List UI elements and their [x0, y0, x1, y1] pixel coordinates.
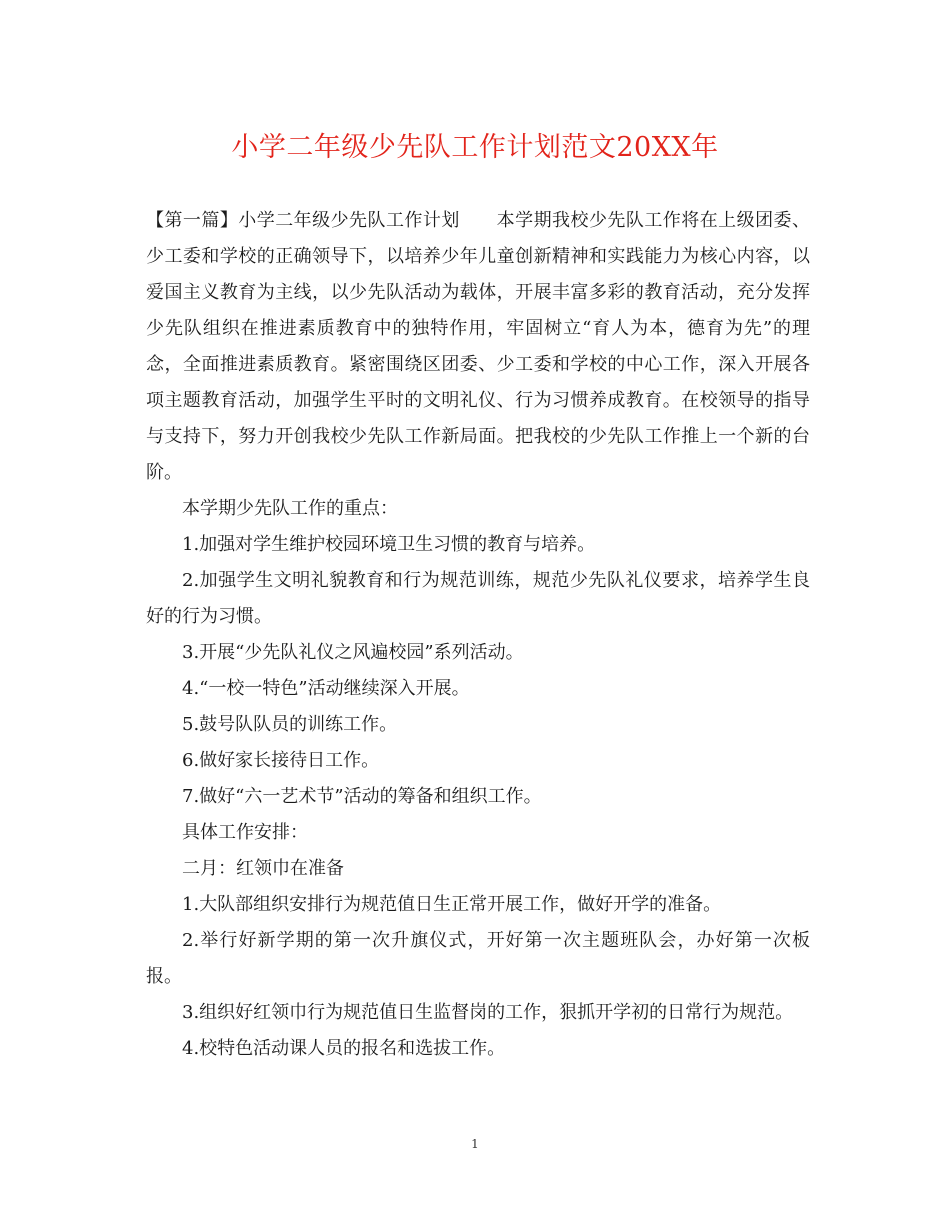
focus-item-1: 1.加强对学生维护校园环境卫生习惯的教育与培养。: [182, 534, 596, 555]
document-body: [146, 203, 810, 1067]
focus-item-2: 2.加强学生文明礼貌教育和行为规范训练，规范少先队礼仪要求，培养学生良好的行为习惯。: [146, 570, 810, 627]
focus-item-7: 7.做好“六一艺术节”活动的筹备和组织工作。: [182, 786, 542, 807]
section-heading-arrangement: 具体工作安排：: [182, 822, 308, 843]
february-item-4: 4.校特色活动课人员的报名和选拔工作。: [182, 1038, 506, 1059]
document-title: 小学二年级少先队工作计划范文20XX年: [231, 132, 719, 163]
month-heading-february: 二月：红领巾在准备: [182, 858, 344, 879]
focus-item-5: 5.鼓号队队员的训练工作。: [182, 714, 398, 735]
february-item-2: 2.举行好新学期的第一次升旗仪式，开好第一次主题班队会，办好第一次板报。: [146, 930, 810, 987]
february-item-3: 3.组织好红领巾行为规范值日生监督岗的工作，狠抓开学初的日常行为规范。: [182, 1002, 794, 1023]
page-number: 1: [471, 1137, 479, 1151]
section-heading-focus: 本学期少先队工作的重点：: [182, 498, 398, 519]
focus-item-4: 4.“一校一特色”活动继续深入开展。: [182, 678, 470, 699]
february-item-1: 1.大队部组织安排行为规范值日生正常开展工作，做好开学的准备。: [182, 894, 722, 915]
intro-paragraph: 【第一篇】小学二年级少先队工作计划 本学期我校少先队工作将在上级团委、少工委和学校的正确领导下，以培养少年儿童创新精神和实践能力为核心内容，以爱国主义教育为主线，以少先队活动为载体，开展丰富多彩的教育活动，充分发挥少先队组织在推进素质教育中的独特作用，牢固树立“育人为本，德育为先”的理念，全面推进素质教育。紧密围绕区团委、少工委和学校的中心工作，深入开展各项主题教育活动，加强学生平时的文明礼仪、行为习惯养成教育。在校领导的指导与支持下，努力开创我校少先队工作新局面。把我校的少先队工作推上一个新的台阶。: [146, 210, 810, 483]
focus-item-3: 3.开展“少先队礼仪之风遍校园”系列活动。: [182, 642, 524, 663]
focus-item-6: 6.做好家长接待日工作。: [182, 750, 380, 771]
